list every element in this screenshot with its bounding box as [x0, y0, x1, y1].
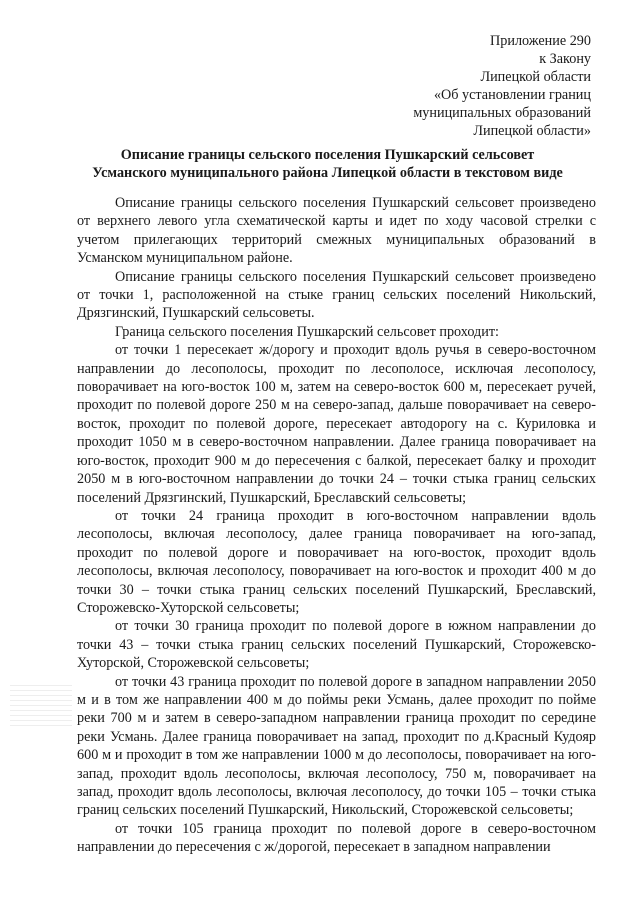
- document-title: [60, 146, 595, 182]
- paragraph: от точки 30 граница проходит по полевой дороге в южном направлении до точки 43 – точки стыка границ сельских поселений Пушкарский, Сторожевско-Хуторской, Сторожевской сельсоветы;: [77, 618, 596, 672]
- title-line: Описание границы сельского поселения Пушкарский сельсовет: [120, 147, 535, 163]
- appendix-line: Липецкой области: [480, 69, 591, 85]
- paragraph: от точки 105 граница проходит по полевой дороге в северо-восточном направлении до пересечения с ж/дорогой, пересекает в западном направлении: [77, 820, 596, 856]
- appendix-line: Липецкой области»: [473, 123, 591, 139]
- paragraph: Описание границы сельского поселения Пушкарский сельсовет произведено от точки 1, расположенной на стыке границ сельских поселений Никольский, Дрязгинский, Пушкарский сельсоветы.: [77, 268, 596, 322]
- appendix-line: «Об установлении границ: [433, 87, 591, 103]
- paragraph: Граница сельского поселения Пушкарский сельсовет проходит:: [115, 323, 499, 340]
- appendix-line: муниципальных образований: [413, 105, 591, 121]
- title-line: Усманского муниципального района Липецкой области в текстовом виде: [92, 165, 563, 181]
- appendix-line: Приложение 290: [490, 33, 591, 49]
- paragraph: Описание границы сельского поселения Пушкарский сельсовет произведено от верхнего левого угла схематической карты и идет по ходу часовой стрелки с учетом прилегающих территорий смежных муниципальных образований в Усманском муниципальном районе.: [77, 195, 596, 267]
- paragraph: от точки 1 пересекает ж/дорогу и проходит вдоль ручья в северо-восточном направлении до лесополосы, проходит по лесополосе, исключая лесополосу, поворачивает на юго-восток 100 м, затем на северо-восток 600 м, пересекает ручей, проходит по полевой дороге 250 м на северо-запад, дальше поворачивает на северо-восток, проходит по полевой дороге, пересекает автодорогу на с. Куриловка и проходит 1050 м в северо-восточном направлении. Далее граница поворачивает на юго-восток, проходит 900 м до пересечения с балкой, пересекает балку и проходит 2050 м в юго-восточном направлении до точки 24 – точки стыка границ сельских поселений Дрязгинский, Пушкарский, Бреславский сельсоветы;: [77, 342, 596, 506]
- document-body: [77, 194, 596, 857]
- appendix-header: [413, 32, 591, 140]
- appendix-line: к Закону: [539, 51, 591, 67]
- scan-artifact: [10, 682, 72, 726]
- paragraph: от точки 43 граница проходит по полевой дороге в западном направлении 2050 м и в том же направлении 400 м до поймы реки Усмань, далее проходит по пойме реки 700 м и затем в северо-западном направлении граница проходит по середине реки Усмань. Далее граница поворачивает на запад, проходит по д.Красный Кудояр 600 м и проходит в том же направлении 1000 м до лесополосы, поворачивает на юго-запад, проходит вдоль лесополосы, включая лесополосу, 750 м, поворачивает на запад, проходит вдоль лесополосы, включая лесополосу, до точки 105 – точки стыка границ сельских поселений Пушкарский, Никольский, Сторожевской сельсоветы;: [77, 673, 596, 819]
- paragraph: от точки 24 граница проходит в юго-восточном направлении вдоль лесополосы, включая лесополосу, далее граница поворачивает на юго-запад, проходит по полевой дороге и поворачивает на юго-восток, проходит вдоль лесополосы, включая лесополосу, поворачивает на юго-восток и проходит 400 м до точки 30 – точки стыка границ сельских поселений Пушкарский, Бреславский, Сторожевско-Хуторской сельсоветы;: [77, 507, 596, 616]
